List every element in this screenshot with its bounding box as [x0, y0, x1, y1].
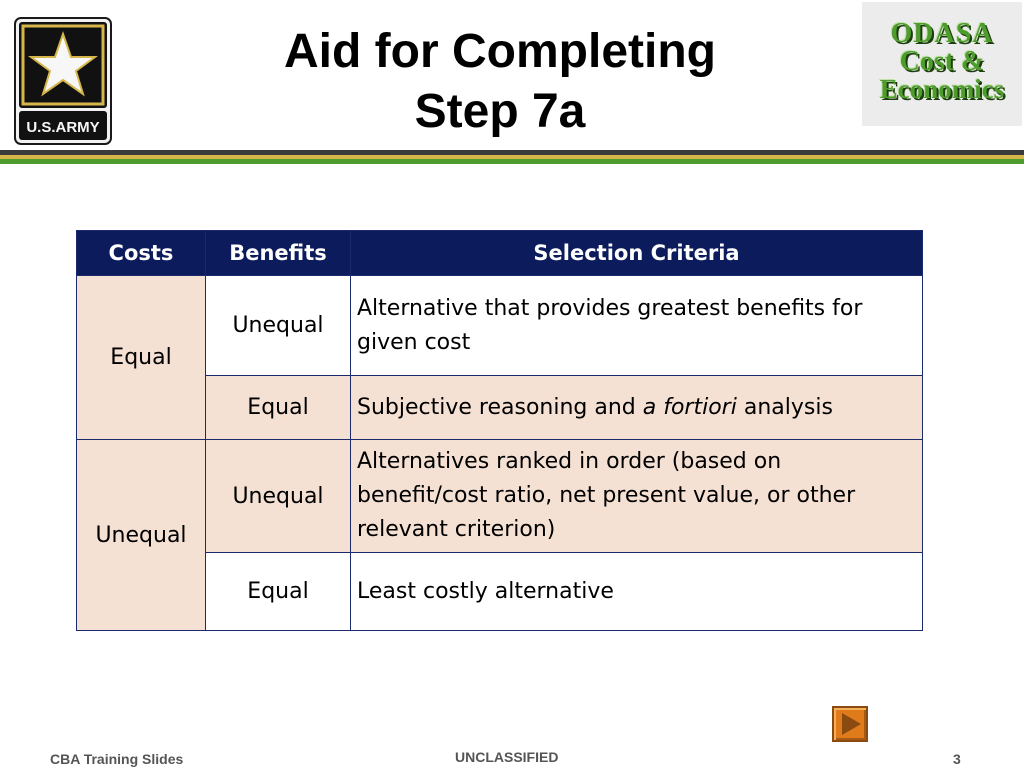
next-slide-button[interactable]: [832, 706, 868, 742]
footer-course-title: CBA Training Slides: [50, 751, 184, 767]
title-line-1: Aid for Completing: [284, 25, 716, 78]
header-divider-green: [0, 159, 1024, 164]
costs-cell: Equal: [77, 276, 206, 440]
army-logo: [14, 17, 112, 145]
criteria-cell: [351, 376, 923, 440]
benefits-cell: Equal: [206, 553, 351, 631]
criteria-cell: Least costly alternative: [351, 553, 923, 631]
play-arrow-icon: [834, 708, 866, 740]
selection-criteria-table: [76, 230, 923, 631]
table-row: [77, 276, 923, 376]
criteria-text: analysis: [736, 394, 833, 420]
odasa-logo: [862, 2, 1022, 126]
criteria-italic-text: a fortiori: [642, 394, 737, 420]
benefits-cell: Unequal: [206, 440, 351, 553]
odasa-logo-line-1: ODASA: [890, 18, 994, 49]
odasa-logo-line-3: Economics: [879, 74, 1005, 104]
title-line-2: Step 7a: [414, 85, 586, 138]
table-row: [77, 440, 923, 553]
costs-cell: Unequal: [77, 440, 206, 631]
army-logo-text: U.S.ARMY: [26, 119, 100, 136]
odasa-logo-line-2: Cost &: [899, 46, 985, 77]
footer-classification: UNCLASSIFIED: [455, 749, 559, 765]
header-selection-criteria: Selection Criteria: [351, 231, 923, 276]
criteria-text: Subjective reasoning and: [357, 394, 643, 420]
header-benefits: Benefits: [206, 231, 351, 276]
criteria-cell: Alternatives ranked in order (based on benefit/cost ratio, net present value, or other relevant criterion): [351, 440, 923, 553]
header-costs: Costs: [77, 231, 206, 276]
benefits-cell: Equal: [206, 376, 351, 440]
benefits-cell: Unequal: [206, 276, 351, 376]
criteria-cell: Alternative that provides greatest benefits for given cost: [351, 276, 923, 376]
table-header-row: [77, 231, 923, 276]
footer-page-number: 3: [953, 751, 961, 767]
page-title: [200, 22, 800, 142]
